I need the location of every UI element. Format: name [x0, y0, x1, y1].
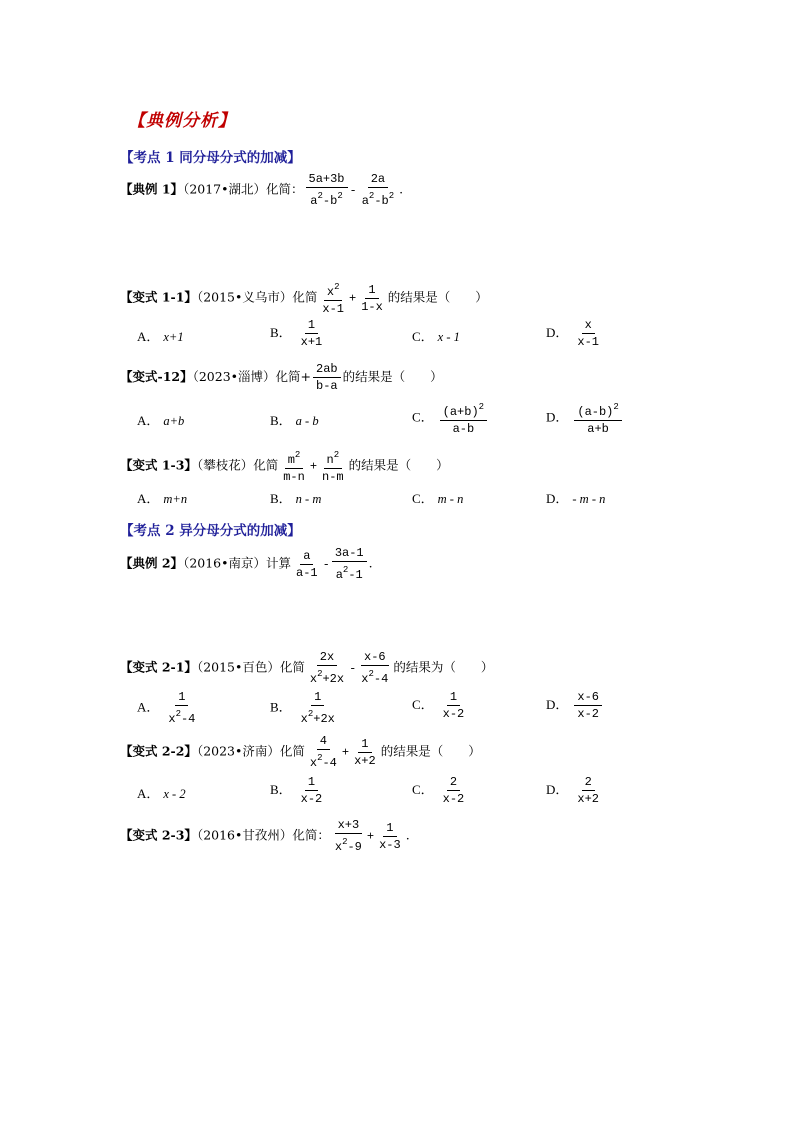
example-2: 【典例 2】（2016•南京）计算 $\frac{a}{a-1}$ - $\frac{3a-1}{a^2-1}$ .	[120, 546, 373, 582]
option-d[interactable]: D． - m - n	[546, 491, 606, 506]
option-b[interactable]: B． $\frac{1}{x+1}$	[270, 318, 323, 349]
fraction: $\frac{5a+3b}{a^2-b^2}$	[306, 172, 348, 208]
fraction: $\frac{2a}{a^2-b^2}$	[361, 172, 395, 208]
example-1: 【典例 1】（2017•湖北）化简： $\frac{5a+3b}{a^2-b^2}$ - $\frac{2a}{a^2-b^2}$ .	[120, 172, 404, 208]
option-a[interactable]: A． a+b	[137, 413, 185, 428]
fraction: $\frac{2ab}{b-a}$	[313, 362, 341, 393]
fraction: $\frac{x^2}{x-1}$	[322, 282, 344, 316]
variant-2-3: 【变式 2-3】（2016•甘孜州）化简： $\frac{x+3}{x^2-9}$ + $\frac{1}{x-3}$ .	[120, 818, 410, 854]
option-c[interactable]: C． $\frac{1}{x-2}$	[412, 690, 465, 721]
section-title: 【典例分析】	[128, 111, 236, 131]
option-a[interactable]: A． x - 2	[137, 786, 186, 801]
example-1-tag: 【典例 1】	[120, 181, 184, 197]
fraction: $\frac{1}{1-x}$	[361, 282, 383, 314]
variant-1-2: 【变式-12】（2023•淄博）化简+ $\frac{2ab}{b-a}$ 的结果是（ ）	[120, 362, 443, 393]
option-d[interactable]: D． $\frac{x}{x-1}$	[546, 318, 599, 349]
variant-2-1: 【变式 2-1】（2015•百色）化简 $\frac{2x}{x^2+2x}$ - $\frac{x-6}{x^2-4}$ 的结果为（ ）	[120, 650, 494, 686]
option-c[interactable]: C． m - n	[412, 491, 464, 506]
option-a[interactable]: A． $\frac{1}{x^2-4}$	[137, 690, 196, 726]
option-c[interactable]: C． $\frac{2}{x-2}$	[412, 775, 465, 806]
fraction: $\frac{1}{x-3}$	[379, 820, 401, 852]
option-b[interactable]: B． n - m	[270, 491, 322, 506]
fraction: $\frac{n^2}{n-m}$	[322, 450, 344, 484]
option-b[interactable]: B． $\frac{1}{x-2}$	[270, 775, 323, 806]
variant-1-3: 【变式 1-3】（攀枝花）化简 $\frac{m^2}{m-n}$ + $\frac{n^2}{n-m}$ 的结果是（ ）	[120, 450, 449, 484]
fraction: $\frac{x+3}{x^2-9}$	[334, 818, 362, 854]
option-a[interactable]: A． x+1	[137, 329, 184, 344]
fraction: $\frac{x-6}{x^2-4}$	[361, 650, 389, 686]
topic-2-heading: 【考点 2 异分母分式的加减】	[120, 523, 301, 539]
option-d[interactable]: D． $\frac{2}{x+2}$	[546, 775, 599, 806]
fraction: $\frac{4}{x^2-4}$	[309, 734, 337, 770]
fraction: $\frac{a}{a-1}$	[296, 548, 318, 580]
option-b[interactable]: B． $\frac{1}{x^2+2x}$	[270, 690, 335, 726]
fraction: $\frac{m^2}{m-n}$	[283, 450, 305, 484]
fraction: $\frac{1}{x+2}$	[354, 736, 376, 768]
fraction: $\frac{2x}{x^2+2x}$	[309, 650, 345, 686]
option-d[interactable]: D． $\frac{x-6}{x-2}$	[546, 690, 604, 721]
variant-2-2: 【变式 2-2】（2023•济南）化简 $\frac{4}{x^2-4}$ + $\frac{1}{x+2}$ 的结果是（ ）	[120, 734, 481, 770]
option-d[interactable]: D． $\frac{(a-b)^2}{a+b}$	[546, 400, 624, 436]
option-a[interactable]: A． m+n	[137, 491, 188, 506]
option-c[interactable]: C． x - 1	[412, 329, 460, 344]
topic-1-heading: 【考点 1 同分母分式的加减】	[120, 150, 301, 166]
fraction: $\frac{3a-1}{a^2-1}$	[332, 546, 367, 582]
variant-1-1: 【变式 1-1】（2015•义乌市）化简 $\frac{x^2}{x-1}$ + $\frac{1}{1-x}$ 的结果是（ ）	[120, 282, 488, 316]
option-b[interactable]: B． a - b	[270, 413, 319, 428]
example-1-source: （2017•湖北）化简：	[183, 181, 304, 197]
option-c[interactable]: C． $\frac{(a+b)^2}{a-b}$	[412, 400, 489, 436]
